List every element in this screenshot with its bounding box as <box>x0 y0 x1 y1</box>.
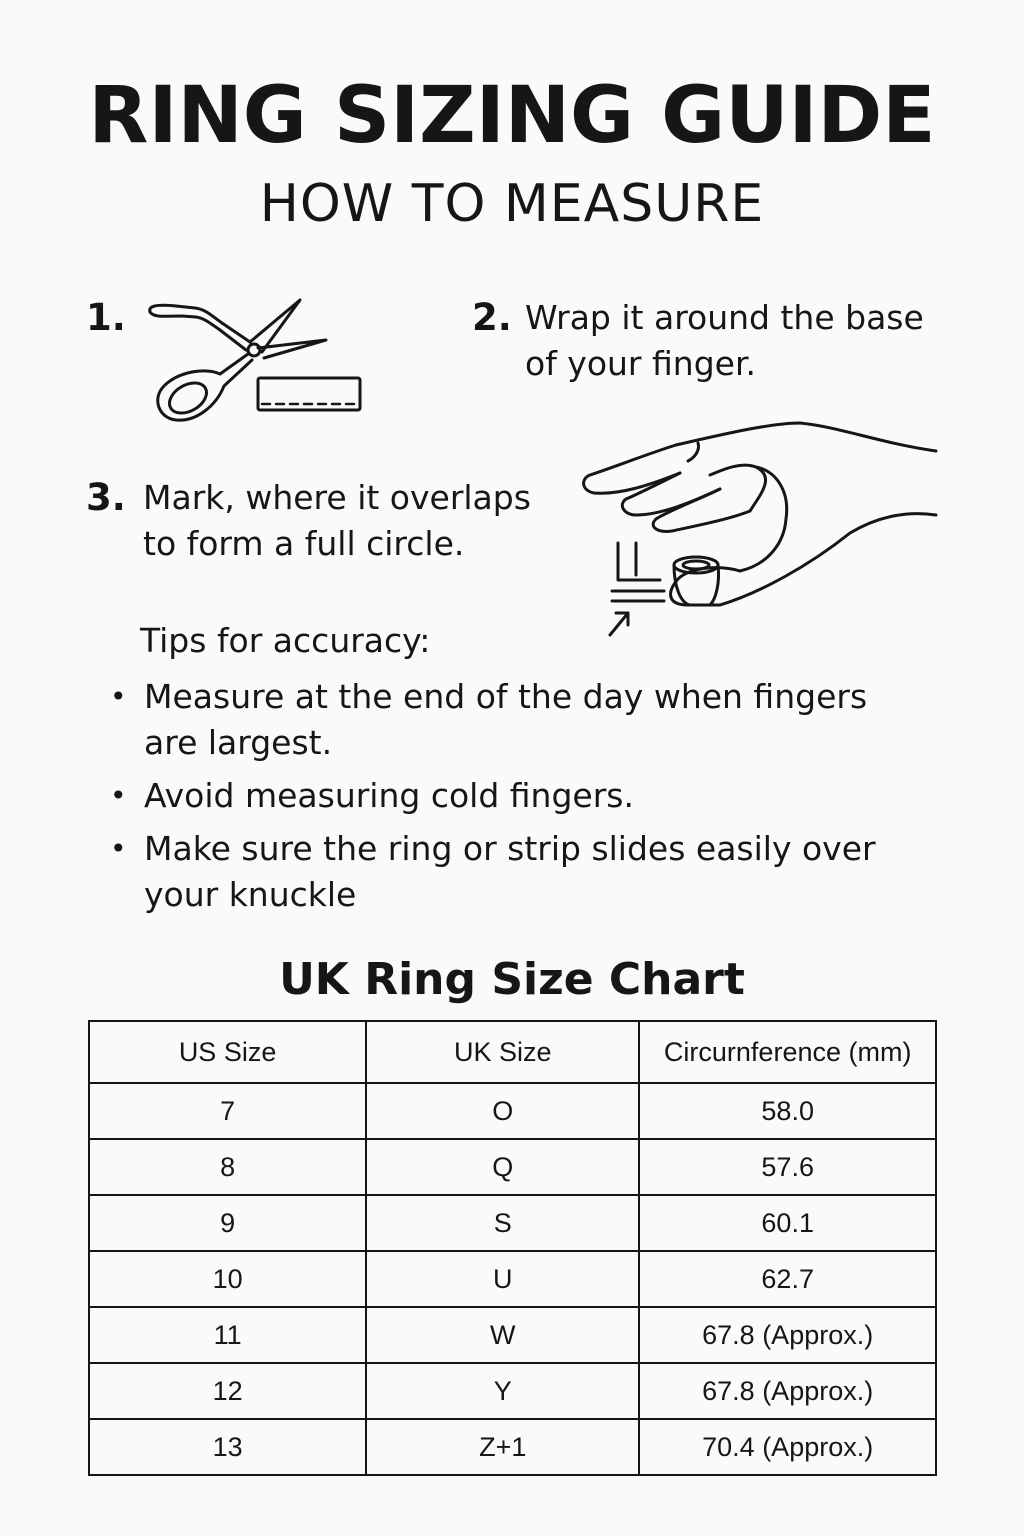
cell-us-size: 10 <box>89 1251 366 1307</box>
column-header-circumference: Circurnference (mm) <box>639 1021 936 1083</box>
tip-line-1: Make sure the ring or strip slides easily over <box>144 829 876 868</box>
step-2-line-2: of your finger. <box>525 344 756 383</box>
tip-line-2: your knuckle <box>144 875 357 914</box>
tips-heading: Tips for accuracy: <box>140 621 431 660</box>
cell-us-size: 11 <box>89 1307 366 1363</box>
page-title: RING SIZING GUIDE <box>88 71 936 161</box>
tip-line-2: are largest. <box>144 723 333 762</box>
cell-uk-size: W <box>366 1307 639 1363</box>
cell-circumference: 60.1 <box>639 1195 936 1251</box>
step-3-number: 3. <box>86 476 126 519</box>
tip-item <box>110 826 930 918</box>
cell-us-size: 8 <box>89 1139 366 1195</box>
table-row <box>89 1139 936 1195</box>
ring-size-table <box>88 1020 937 1476</box>
cell-us-size: 9 <box>89 1195 366 1251</box>
cell-circumference: 62.7 <box>639 1251 936 1307</box>
step-1-number: 1. <box>86 296 126 339</box>
step-3-line-1: Mark, where it overlaps <box>143 478 531 517</box>
page-subtitle: HOW TO MEASURE <box>259 174 765 234</box>
cell-us-size: 13 <box>89 1419 366 1475</box>
cell-circumference: 67.8 (Approx.) <box>639 1363 936 1419</box>
cell-uk-size: O <box>366 1083 639 1139</box>
cell-us-size: 7 <box>89 1083 366 1139</box>
cell-uk-size: U <box>366 1251 639 1307</box>
cell-circumference: 58.0 <box>639 1083 936 1139</box>
table-row <box>89 1419 936 1475</box>
column-header-uk-size: UK Size <box>366 1021 639 1083</box>
bullet-icon: • <box>110 832 127 865</box>
scissors-and-strip-icon <box>140 290 380 430</box>
cell-circumference: 57.6 <box>639 1139 936 1195</box>
tip-item <box>110 773 930 819</box>
cell-uk-size: Y <box>366 1363 639 1419</box>
table-header-row <box>89 1021 936 1083</box>
hand-with-ring-icon <box>580 415 940 645</box>
cell-us-size: 12 <box>89 1363 366 1419</box>
step-2-line-1: Wrap it around the base <box>525 298 924 337</box>
tip-item <box>110 674 930 766</box>
tip-line-1: Avoid measuring cold fingers. <box>144 776 634 815</box>
table-row <box>89 1195 936 1251</box>
table-row <box>89 1251 936 1307</box>
bullet-icon: • <box>110 779 127 812</box>
table-row <box>89 1363 936 1419</box>
bullet-icon: • <box>110 680 127 713</box>
cell-uk-size: Z+1 <box>366 1419 639 1475</box>
chart-title: UK Ring Size Chart <box>279 954 745 1005</box>
table-row <box>89 1307 936 1363</box>
step-2-number: 2. <box>472 296 512 339</box>
column-header-us-size: US Size <box>89 1021 366 1083</box>
cell-uk-size: S <box>366 1195 639 1251</box>
cell-circumference: 70.4 (Approx.) <box>639 1419 936 1475</box>
cell-uk-size: Q <box>366 1139 639 1195</box>
table-row <box>89 1083 936 1139</box>
tip-line-1: Measure at the end of the day when fingers <box>144 677 868 716</box>
cell-circumference: 67.8 (Approx.) <box>639 1307 936 1363</box>
step-3-line-2: to form a full circle. <box>143 524 465 563</box>
